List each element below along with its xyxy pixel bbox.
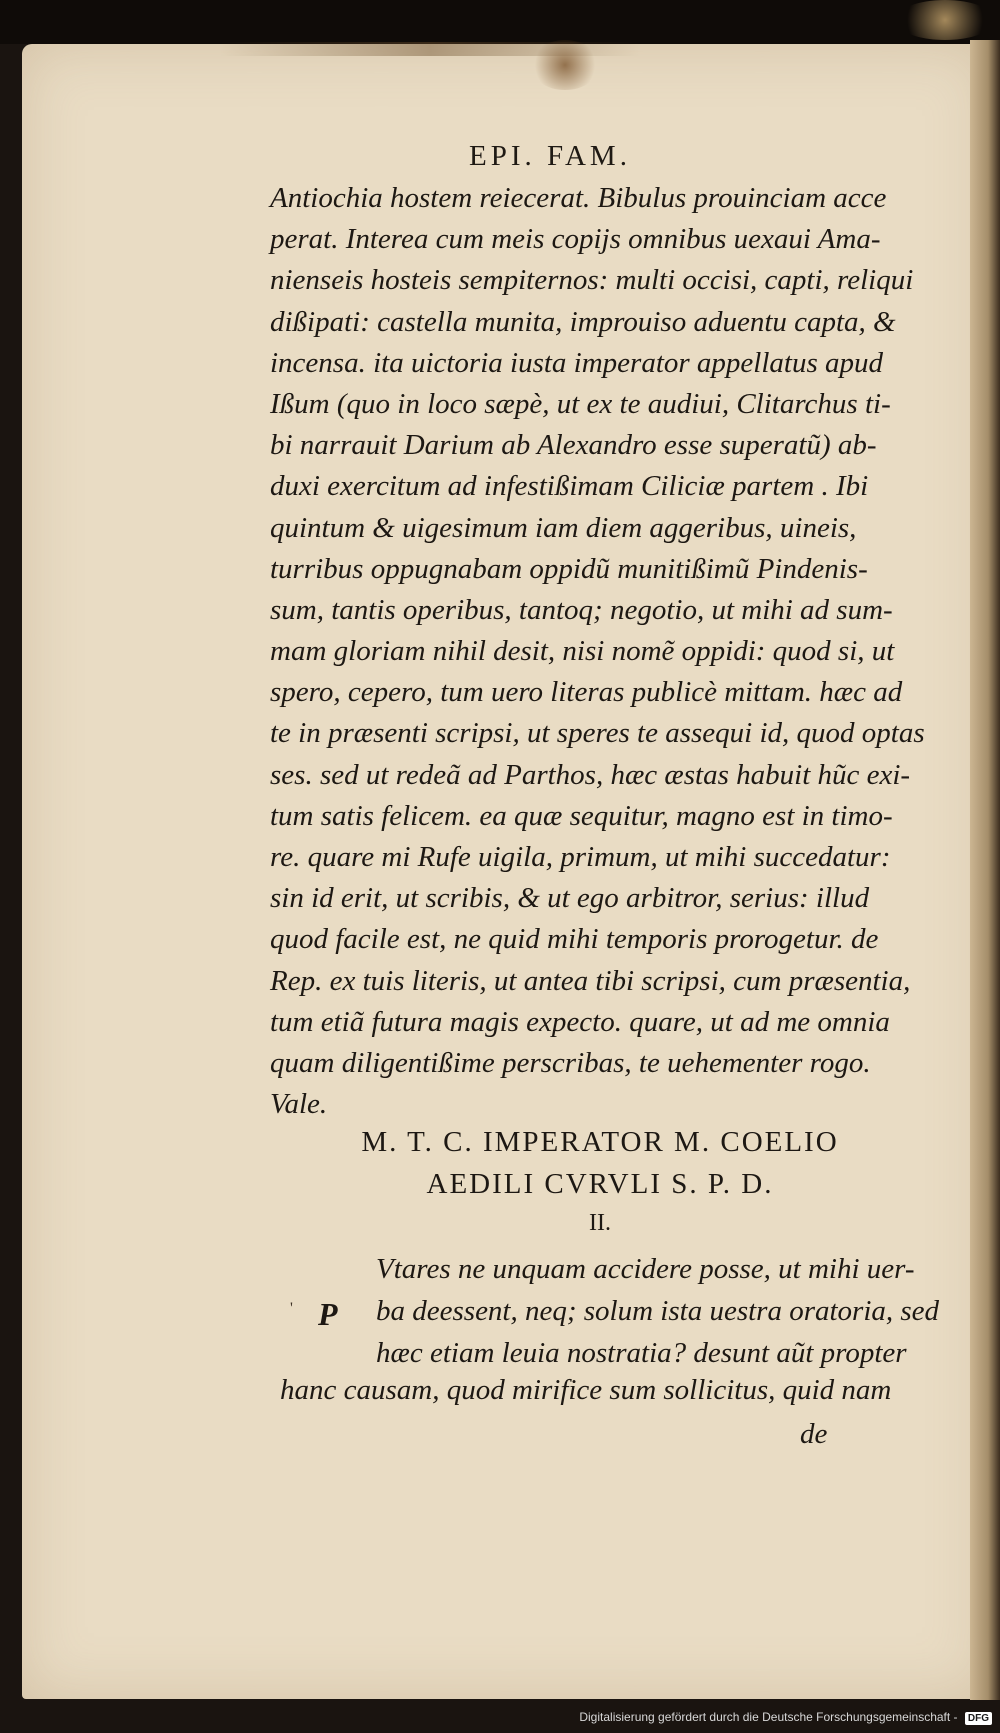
text-line: spero, cepero, tum uero literas publicè mittam. hæc ad (270, 676, 903, 709)
text-line: ba deessent, neq; solum ista uestra oratoria, sed (376, 1295, 940, 1327)
text-line: hanc causam, quod mirifice sum sollicitus, quid nam (280, 1374, 892, 1406)
catchword: de (800, 1418, 828, 1450)
text-line: quintum & uigesimum iam diem aggeribus, uineis, (270, 511, 857, 544)
text-line: tum satis felicem. ea quæ sequitur, magno est in timo- (270, 799, 893, 832)
running-head: EPI. FAM. (469, 140, 631, 172)
text-line: re. quare mi Rufe uigila, primum, ut mihi succedatur: (270, 841, 891, 873)
text-line: quod facile est, ne quid mihi temporis prorogetur. de (270, 923, 879, 956)
text-line: ses. sed ut redeã ad Parthos, hæc æstas habuit hũc exi- (270, 758, 911, 791)
text-line: hæc etiam leuia nostratia? desunt aũt propter (376, 1337, 907, 1369)
dfg-logo: DFG (965, 1712, 992, 1725)
text-line: Ißum (quo in loco sæpè, ut ex te audiui, Clitarchus ti- (270, 387, 891, 420)
text-line: te in præsenti scripsi, ut speres te assequi id, quod optas (270, 717, 925, 750)
stain-mark-corner (895, 0, 995, 40)
text-line: bi narrauit Darium ab Alexandro esse superatũ) ab- (270, 429, 877, 462)
text-line: quam diligentißime perscribas, te uehementer rogo. (270, 1046, 871, 1079)
text-line: dißipati: castella munita, improuiso aduentu capta, & (270, 305, 896, 338)
text-line: tum etiã futura magis expecto. quare, ut ad me omnia (270, 1005, 890, 1038)
letter-text (376, 1248, 940, 1374)
margin-mark: ' (290, 1300, 293, 1317)
letter-heading-line1: M. T. C. IMPERATOR M. COELIO (361, 1126, 839, 1158)
marginal-letter: P (318, 1296, 338, 1332)
epistle-number: II. (589, 1210, 611, 1236)
text-line: mam gloriam nihil desit, nisi nomẽ oppidi: quod si, ut (270, 635, 895, 668)
text-line: nienseis hosteis sempiternos: multi occisi, capti, reliqui (270, 264, 914, 297)
scan-top-border (0, 0, 1000, 44)
text-line: sum, tantis operibus, tantoq; negotio, ut mihi ad sum- (270, 593, 893, 626)
digitization-footer (0, 1710, 992, 1725)
text-line: Rep. ex tuis literis, ut antea tibi scripsi, cum præsentia, (270, 964, 911, 997)
stain-top-edge (220, 42, 640, 56)
body-text (270, 178, 930, 1125)
text-line: Vtares ne unquam accidere posse, ut mihi uer- (376, 1253, 915, 1285)
text-line: Vale. (270, 1088, 328, 1121)
text-line: perat. Interea cum meis copijs omnibus uexaui Ama- (270, 223, 881, 256)
footer-text: Digitalisierung gefördert durch die Deutsche Forschungsgemeinschaft - (579, 1710, 958, 1724)
text-line: incensa. ita uictoria iusta imperator appellatus apud (270, 346, 884, 379)
letter-heading-line2: AEDILI CVRVLI S. P. D. (426, 1168, 774, 1200)
page-edge (970, 40, 1000, 1700)
text-line: Antiochia hostem reiecerat. Bibulus prouinciam acce (270, 182, 887, 214)
text-line: duxi exercitum ad infestißimam Ciliciæ partem . Ibi (270, 470, 869, 503)
text-line: sin id erit, ut scribis, & ut ego arbitror, serius: illud (270, 882, 870, 915)
text-line: turribus oppugnabam oppidũ munitißimũ Pindenis- (270, 552, 868, 585)
